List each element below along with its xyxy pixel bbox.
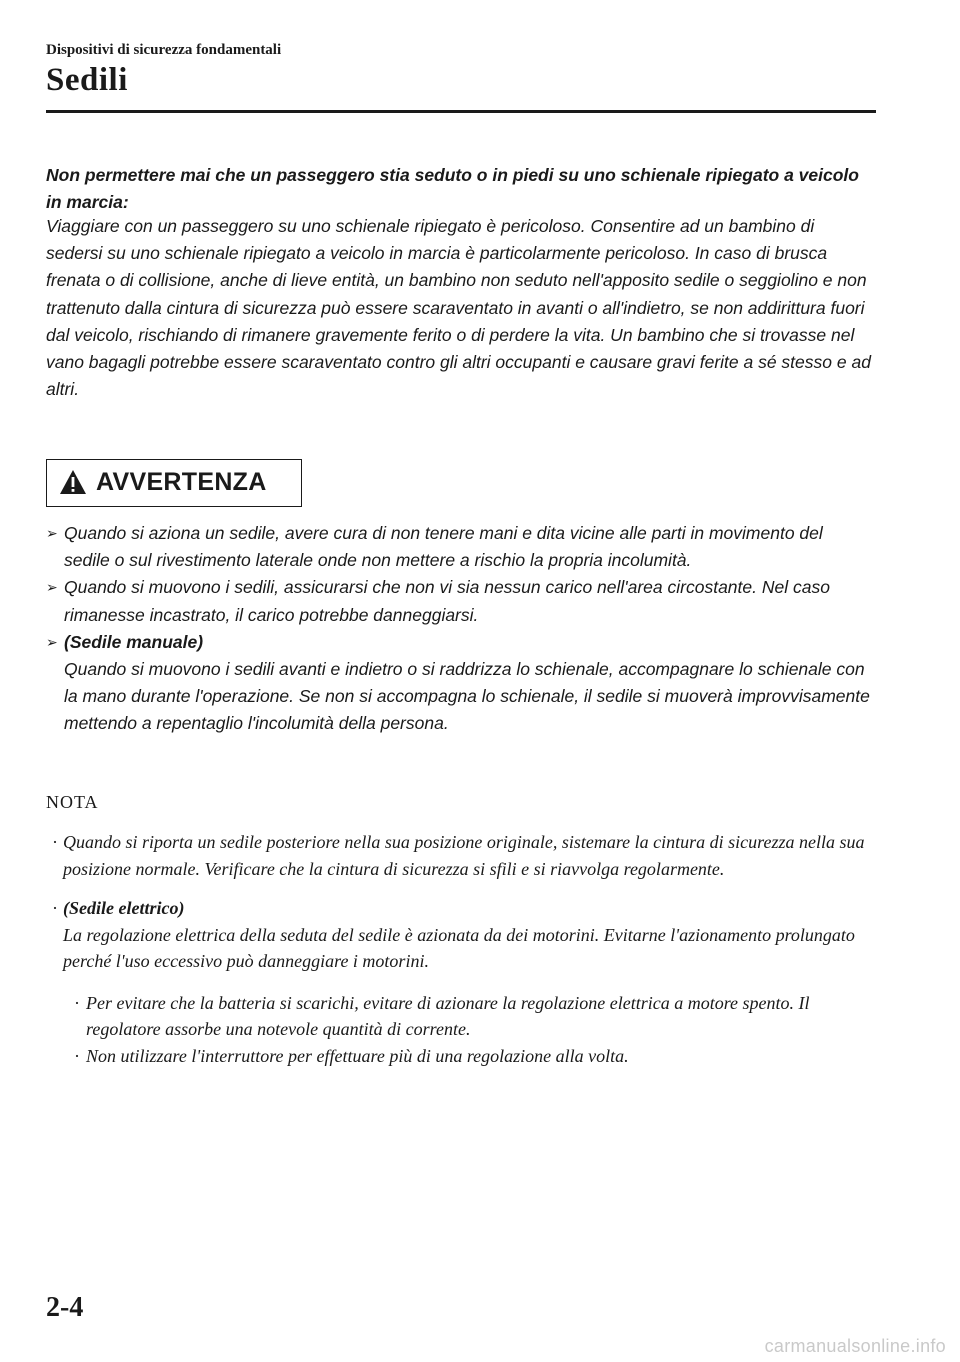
- caution-callout: [46, 459, 302, 507]
- bullet-dot-icon: ·: [52, 832, 58, 852]
- caution-bullet-text: Quando si muovono i sedili avanti e indietro o si raddrizza lo schienale, accompagnare lo schienale con la mano durante l'operazione. Se non si accompagna lo schienale, il sedile si muoverà improvvisamente mettendo a repentaglio l'incolumità della persona.: [64, 659, 870, 734]
- arrow-bullet-icon: ➢: [46, 579, 58, 596]
- nota-item: [46, 895, 872, 975]
- bullet-dot-icon: ·: [74, 992, 80, 1013]
- caution-bullet: [46, 520, 872, 574]
- nota-label: NOTA: [46, 792, 99, 812]
- caution-bullet-heading: (Sedile manuale): [64, 631, 204, 652]
- nota-sublist: [46, 990, 872, 1070]
- warning-heading: Non permettere mai che un passeggero stia seduto o in piedi su uno schienale ripiegato a veicolo in marcia:: [46, 165, 859, 212]
- nota-list: [46, 829, 872, 1069]
- bullet-dot-icon: ·: [52, 898, 58, 918]
- nota-subitem-text: Per evitare che la batteria si scarichi, evitare di azionare la regolazione elettrica a motore spento. Il regolatore assorbe una notevole quantità di corrente.: [86, 992, 810, 1039]
- caution-bullet: [46, 574, 872, 628]
- caution-bullet-text: Quando si muovono i sedili, assicurarsi che non vi sia nessun carico nell'area circostante. Nel caso rimanesse incastrato, il carico potrebbe danneggiarsi.: [64, 577, 830, 625]
- caution-bullet: [46, 629, 872, 738]
- caution-list: [46, 520, 872, 738]
- arrow-bullet-icon: ➢: [46, 633, 58, 650]
- caution-bullet-text: Quando si aziona un sedile, avere cura di non tenere mani e dita vicine alle parti in movimento del sedile o sul rivestimento laterale onde non mettere a rischio la propria incolumità.: [64, 523, 823, 571]
- page-title: Sedili: [46, 62, 128, 98]
- nota-item-text: Quando si riporta un sedile posteriore nella sua posizione originale, sistemare la cintura di sicurezza nella sua posizione normale. Verificare che la cintura di sicurezza si sfili e si riavvolga regolarmente.: [63, 832, 865, 879]
- nota-item: [46, 829, 872, 882]
- warning-body: Viaggiare con un passeggero su uno schienale ripiegato è pericoloso. Consentire ad un bambino di sedersi su uno schienale ripiegato a veicolo in marcia è particolarmente pericoloso. In caso di brusca frenata o di collisione, anche di lieve entità, un bambino non seduto nell'apposito sedile o seggiolino e non trattenuto dalla cintura di sicurezza può essere scaraventato in avanti o all'indietro, se non addirittura fuori dal veicolo, rischiando di rimanere gravemente ferito o di perdere la vita. Un bambino che si trovasse nel vano bagagli potrebbe essere scaraventato contro gli altri occupanti e causare gravi ferite a sé stesso e ad altri.: [46, 216, 871, 400]
- title-divider: [46, 110, 876, 113]
- nota-item-heading: (Sedile elettrico): [63, 898, 185, 918]
- warning-triangle-icon: [59, 469, 87, 495]
- caution-label: AVVERTENZA: [96, 468, 267, 496]
- bullet-dot-icon: ·: [74, 1045, 80, 1066]
- nota-subitem: [46, 990, 872, 1043]
- nota-subitem-text: Non utilizzare l'interruttore per effettuare più di una regolazione alla volta.: [86, 1045, 629, 1066]
- watermark: carmanualsonline.info: [764, 1336, 946, 1356]
- arrow-bullet-icon: ➢: [46, 525, 58, 541]
- section-title: Dispositivi di sicurezza fondamentali: [46, 42, 282, 58]
- nota-subitem: [46, 1043, 872, 1070]
- nota-item-text: La regolazione elettrica della seduta del sedile è azionata da dei motorini. Evitarne l'azionamento prolungato perché l'uso eccessivo può danneggiare i motorini.: [63, 924, 855, 971]
- page-number: 2-4: [46, 1292, 84, 1323]
